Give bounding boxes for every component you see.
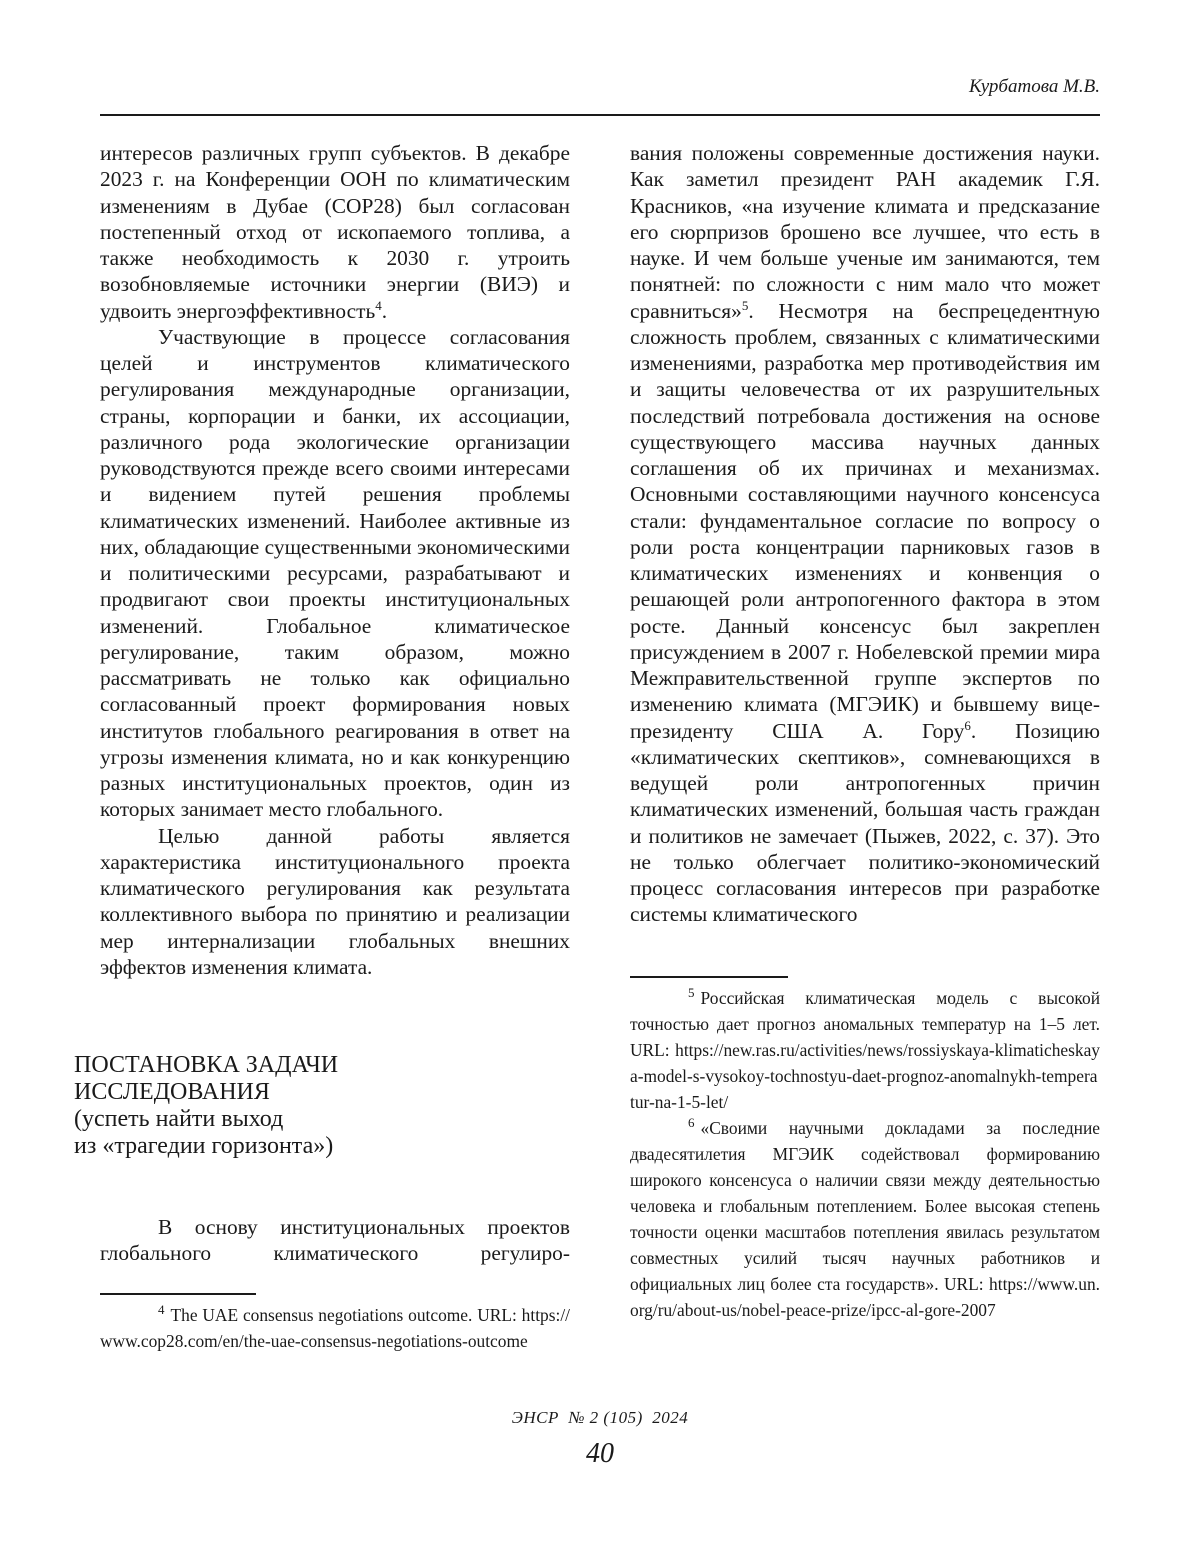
left-paragraph-2: Участвующие в процессе согласования целей и инструментов климатического регулирования международные организации, страны, корпорации и банки, их ассоциации, различного рода экологические организации руководствуются прежде всего своими интересами и видением путей решения проблемы климатических изменений. Наиболее активные из них, обладающие существенными экономическими и политическими ресурсами, разрабатывают и продвигают свои проекты институциональных изменений. Глобальное климатическое регулирование, таким образом, можно рассматривать не только как официально согласованный проект формирования новых институтов глобального реагирования в ответ на угрозы изменения климата, но и как конкуренцию разных институциональных проектов, один из которых занимает место глобального. [100, 324, 570, 823]
footnote-5-link[interactable]: https://new.ras.ru/activities/news/rossiyskaya-klimaticheskaya-model-s-vysokoy-tochnostyu-daet-prognoz-anomalnykh-temperatur-na-1-5-let/ [630, 1040, 1100, 1112]
left-paragraph-3: Целью данной работы является характеристика институционального проекта климатического регулирования как результата коллективного выбора по принятию и реализации мер интернализации глобальных внешних эффектов изменения климата. [100, 823, 570, 981]
section-title-line-2: ИССЛЕДОВАНИЯ [74, 1079, 494, 1106]
section-title-line-1: ПОСТАНОВКА ЗАДАЧИ [74, 1052, 494, 1079]
right-paragraph-1-part-3: . Позицию «климатических скептиков», сомневающихся в ведущей роли антропогенных причин климатических изменений, большая часть граждан и политиков не замечает (Пыжев, 2022, с. 37). Это не только облегчает политико-экономический процесс согласования интересов при разработке системы климатического [630, 719, 1100, 927]
left-column [100, 140, 570, 980]
right-paragraph-1-part-1: вания положены современные достижения науки. Как заметил президент РАН академик Г.Я. Красников, «на изучение климата и предсказание его сюрпризов брошено все лучшее, что есть в науке. И чем больше ученые им занимаются, тем понятней: по сложности с ним мало что может сравниться» [630, 141, 1100, 323]
footnote-ref-6[interactable]: 6 [964, 717, 971, 732]
footnote-6-text: «Своими научными докладами за последние двадесятилетия МГЭИК содействовал формированию широкого консенсуса о наличии связи между деятельностью человека и глобальным потеплением. Более высокая степень точности оценки масштабов потепления явилась результатом совместных усилий тысяч научных работников и официальных лиц более ста государств». URL: [630, 1118, 1100, 1294]
footnote-4-text: The UAE consensus negotiations outcome. URL: [171, 1305, 522, 1325]
footnote-ref-5[interactable]: 5 [742, 297, 749, 312]
section-paragraph: В основу институциональных проектов глобального климатического регулиро- [100, 1214, 570, 1267]
page-number: 40 [0, 1438, 1200, 1470]
section-subtitle-line-2: из «трагедии горизонта») [74, 1133, 494, 1160]
footnote-5 [630, 985, 1100, 1115]
section-heading [74, 1052, 494, 1160]
left-paragraph-1-tail: . [382, 299, 387, 323]
right-paragraph-1-part-2: . Несмотря на беспрецедентную сложность проблем, связанных с климатическими изменениями, разработка мер противодействия им и защиты человечества от их разрушительных последствий потребовала достижения на основе существующего массива научных данных соглашения об их причинах и механизмах. Основными составляющими научного консенсуса стали: фундаментальное согласие по вопросу о роли роста концентрации парниковых газов в климатических изменениях и конвенция о решающей роли антропогенного фактора в этом росте. Данный консенсус был закреплен присуждением в 2007 г. Нобелевской премии мира Межправительственной группе экспертов по изменению климата (МГЭИК) и бывшему вице-президенту США А. Гору [630, 299, 1100, 743]
header-rule [100, 114, 1100, 116]
journal-page [0, 0, 1200, 1546]
right-paragraph-1 [630, 140, 1100, 928]
footnote-6 [630, 1115, 1100, 1323]
left-paragraph-1-text: интересов различных групп субъектов. В декабре 2023 г. на Конференции ООН по климатическим изменениям в Дубае (COP28) был согласован постепенный отход от ископаемого топлива, а также необходимость к 2030 г. утроить возобновляемые источники энергии (ВИЭ) и удвоить энергоэффективность [100, 141, 570, 323]
footnotes-right [630, 985, 1100, 1323]
left-paragraph-1 [100, 140, 570, 324]
footnote-6-link[interactable]: https://www.un.org/ru/about-us/nobel-peace-prize/ipcc-al-gore-2007 [630, 1274, 1100, 1320]
footnote-rule-right [630, 976, 788, 978]
section-subtitle-line-1: (успеть найти выход [74, 1106, 494, 1133]
section-body [100, 1214, 570, 1267]
footnote-4 [100, 1302, 570, 1354]
footnote-rule-left [100, 1293, 256, 1295]
footnote-4-number: 4 [158, 1302, 165, 1317]
footer-journal-issue: ЭНСР № 2 (105) 2024 [0, 1408, 1200, 1428]
footnotes-left [100, 1302, 570, 1354]
right-column [630, 140, 1100, 928]
footnote-5-number: 5 [688, 985, 695, 1000]
footnote-5-text: Российская климатическая модель с высокой точностью дает прогноз аномальных температур на 1–5 лет. URL: [630, 988, 1100, 1060]
footnote-ref-4[interactable]: 4 [375, 297, 382, 312]
footnote-4-link[interactable]: https://www.cop28.com/en/the-uae-consensus-negotiations-outcome [100, 1305, 570, 1351]
running-head-author: Курбатова М.В. [969, 76, 1100, 98]
footnote-6-number: 6 [688, 1115, 695, 1130]
